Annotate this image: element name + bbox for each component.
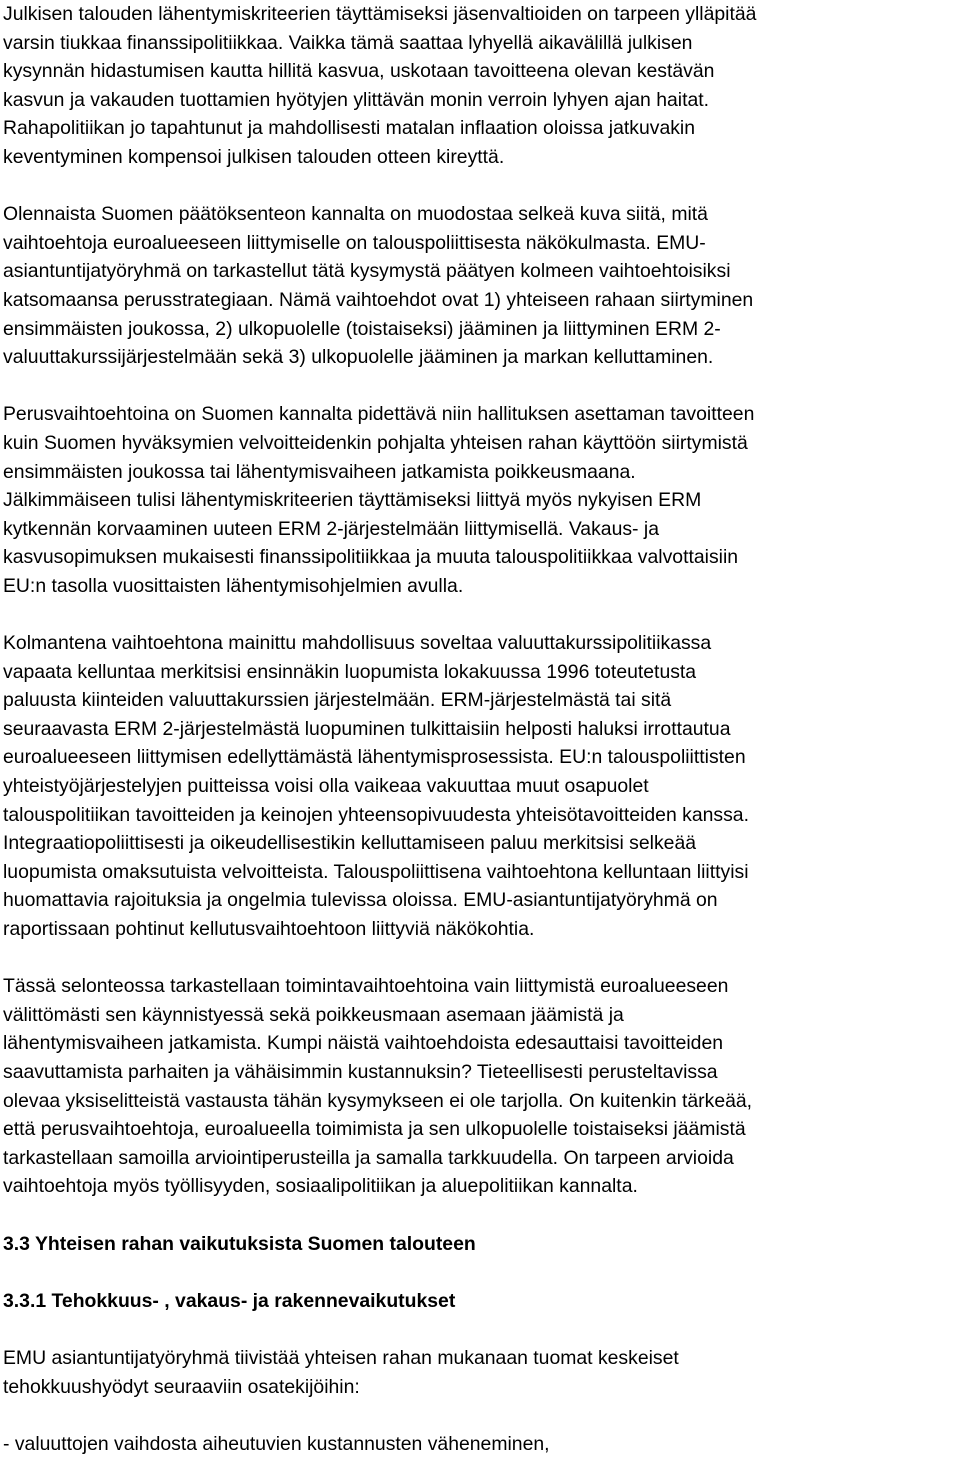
text-line: valuuttakurssijärjestelmään sekä 3) ulkopuolelle jääminen ja markan kelluttaminen.	[3, 346, 714, 369]
text-line: vaihtoehtoja euroalueeseen liittymiselle on talouspoliittisesta näkökulmasta. EMU-	[3, 231, 706, 254]
paragraph-spacer	[3, 600, 957, 629]
text-line: asiantuntijatyöryhmä on tarkastellut tätä kysymystä päätyen kolmeen vaihtoehtoisiksi	[3, 260, 731, 283]
text-line: keventyminen kompensoi julkisen talouden otteen kireyttä.	[3, 145, 505, 168]
text-line: ensimmäisten joukossa tai lähentymisvaiheen jatkamista poikkeusmaana.	[3, 460, 636, 483]
subsection-heading: 3.3.1 Tehokkuus- , vakaus- ja rakennevaikutukset	[3, 1289, 456, 1312]
text-line: huomattavia rajoituksia ja ongelmia tulevissa oloissa. EMU-asiantuntijatyöryhmä on	[3, 889, 718, 912]
text-line: kuin Suomen hyväksymien velvoitteidenkin pohjalta yhteisen rahan käyttöön siirtymistä	[3, 431, 748, 454]
text-line: paluusta kiinteiden valuuttakurssien järjestelmään. ERM-järjestelmästä tai sitä	[3, 689, 672, 712]
text-line: yhteistyöjärjestelyjen puitteissa voisi olla vaikeaa vakuuttaa muut osapuolet	[3, 775, 649, 798]
text-line: luopumista omaksutuista velvoitteista. Talouspoliittisena vaihtoehtona kelluntaan liittyisi	[3, 860, 749, 883]
text-line: Kolmantena vaihtoehtona mainittu mahdollisuus soveltaa valuuttakurssipolitiikassa	[3, 632, 712, 655]
document-page	[3, 0, 957, 1458]
text-line: välittömästi sen käynnistyessä sekä poikkeusmaan asemaan jäämistä ja	[3, 1003, 624, 1026]
text-line: vapaata kelluntaa merkitsisi ensinnäkin luopumista lokakuussa 1996 toteutetusta	[3, 660, 697, 683]
paragraph-spacer	[3, 944, 957, 973]
paragraph-4	[3, 629, 957, 944]
paragraph-5	[3, 972, 957, 1201]
text-line: että perusvaihtoehtoja, euroalueella toimimista ja sen ulkopuolelle toistaiseksi jäämistä	[3, 1118, 746, 1141]
text-line: Julkisen talouden lähentymiskriteerien täyttämiseksi jäsenvaltioiden on tarpeen ylläpitää	[3, 3, 757, 25]
text-line: EMU asiantuntijatyöryhmä tiivistää yhteisen rahan mukanaan tuomat keskeiset	[3, 1346, 679, 1369]
text-line: Jälkimmäiseen tulisi lähentymiskriteerien täyttämiseksi liittyä myös nykyisen ERM	[3, 489, 702, 512]
text-line: seuraavasta ERM 2-järjestelmästä luopuminen tulkittaisiin helposti haluksi irrottautua	[3, 717, 731, 740]
text-line: euroalueeseen liittymisen edellyttämästä lähentymisprosessista. EU:n talouspoliittisten	[3, 746, 746, 769]
paragraph-spacer	[3, 1401, 957, 1430]
text-line: Rahapolitiikan jo tapahtunut ja mahdollisesti matalan inflaation oloissa jatkuvakin	[3, 117, 696, 140]
paragraph-3	[3, 400, 957, 600]
paragraph-spacer	[3, 172, 957, 201]
text-line: vaihtoehtoja myös työllisyyden, sosiaalipolitiikan ja aluepolitiikan kannalta.	[3, 1175, 638, 1198]
text-line: kasvusopimuksen mukaisesti finanssipolitiikkaa ja muuta talouspolitiikkaa valvottaisiin	[3, 546, 739, 569]
paragraph-2	[3, 200, 957, 372]
paragraph-spacer	[3, 1201, 957, 1230]
text-line: tehokkuushyödyt seuraaviin osatekijöihin:	[3, 1375, 360, 1398]
paragraph-1	[3, 0, 957, 172]
bullet-list	[3, 1430, 957, 1458]
list-item: - valuuttojen vaihdosta aiheutuvien kustannusten väheneminen,	[3, 1432, 550, 1455]
text-line: olevaa yksiselitteistä vastausta tähän kysymykseen ei ole tarjolla. On kuitenkin tärkeää,	[3, 1089, 753, 1112]
text-line: raportissaan pohtinut kellutusvaihtoehtoon liittyviä näkökohtia.	[3, 918, 535, 940]
text-line: kasvun ja vakauden tuottamien hyötyjen ylittävän monin verroin lyhyen ajan haitat.	[3, 88, 710, 111]
text-line: Integraatiopoliittisesti ja oikeudellisestikin kelluttamiseen paluu merkitsisi selkeää	[3, 832, 697, 855]
paragraph-spacer	[3, 1315, 957, 1344]
text-line: varsin tiukkaa finanssipolitiikkaa. Vaikka tämä saattaa lyhyellä aikavälillä julkisen	[3, 31, 693, 54]
paragraph-spacer	[3, 1258, 957, 1287]
intro-paragraph	[3, 1344, 957, 1401]
text-line: Olennaista Suomen päätöksenteon kannalta on muodostaa selkeä kuva siitä, mitä	[3, 203, 708, 226]
text-line: ensimmäisten joukossa, 2) ulkopuolelle (toistaiseksi) jääminen ja liittyminen ERM 2-	[3, 317, 721, 340]
text-line: katsomaansa perusstrategiaan. Nämä vaihtoehdot ovat 1) yhteiseen rahaan siirtyminen	[3, 288, 754, 311]
text-line: talouspolitiikan tavoitteiden ja keinojen yhteensopivuudesta yhteisötavoitteiden kanssa.	[3, 803, 749, 826]
paragraph-spacer	[3, 372, 957, 401]
text-line: EU:n tasolla vuosittaisten lähentymisohjelmien avulla.	[3, 574, 464, 597]
text-line: tarkastellaan samoilla arviointiperusteilla ja samalla tarkkuudella. On tarpeen arvioida	[3, 1146, 734, 1169]
text-line: saavuttamista parhaiten ja vähäisimmin kustannuksin? Tieteellisesti perusteltavissa	[3, 1060, 718, 1083]
text-line: kytkennän korvaaminen uuteen ERM 2-järjestelmään liittymisellä. Vakaus- ja	[3, 517, 659, 540]
text-line: Tässä selonteossa tarkastellaan toimintavaihtoehtoina vain liittymistä euroalueeseen	[3, 975, 729, 998]
text-line: lähentymisvaiheen jatkamista. Kumpi näistä vaihtoehdoista edesauttaisi tavoitteiden	[3, 1032, 724, 1055]
text-line: Perusvaihtoehtoina on Suomen kannalta pidettävä niin hallituksen asettaman tavoitteen	[3, 403, 755, 426]
section-heading: 3.3 Yhteisen rahan vaikutuksista Suomen talouteen	[3, 1232, 476, 1255]
text-line: kysynnän hidastumisen kautta hillitä kasvua, uskotaan tavoitteena olevan kestävän	[3, 60, 715, 83]
